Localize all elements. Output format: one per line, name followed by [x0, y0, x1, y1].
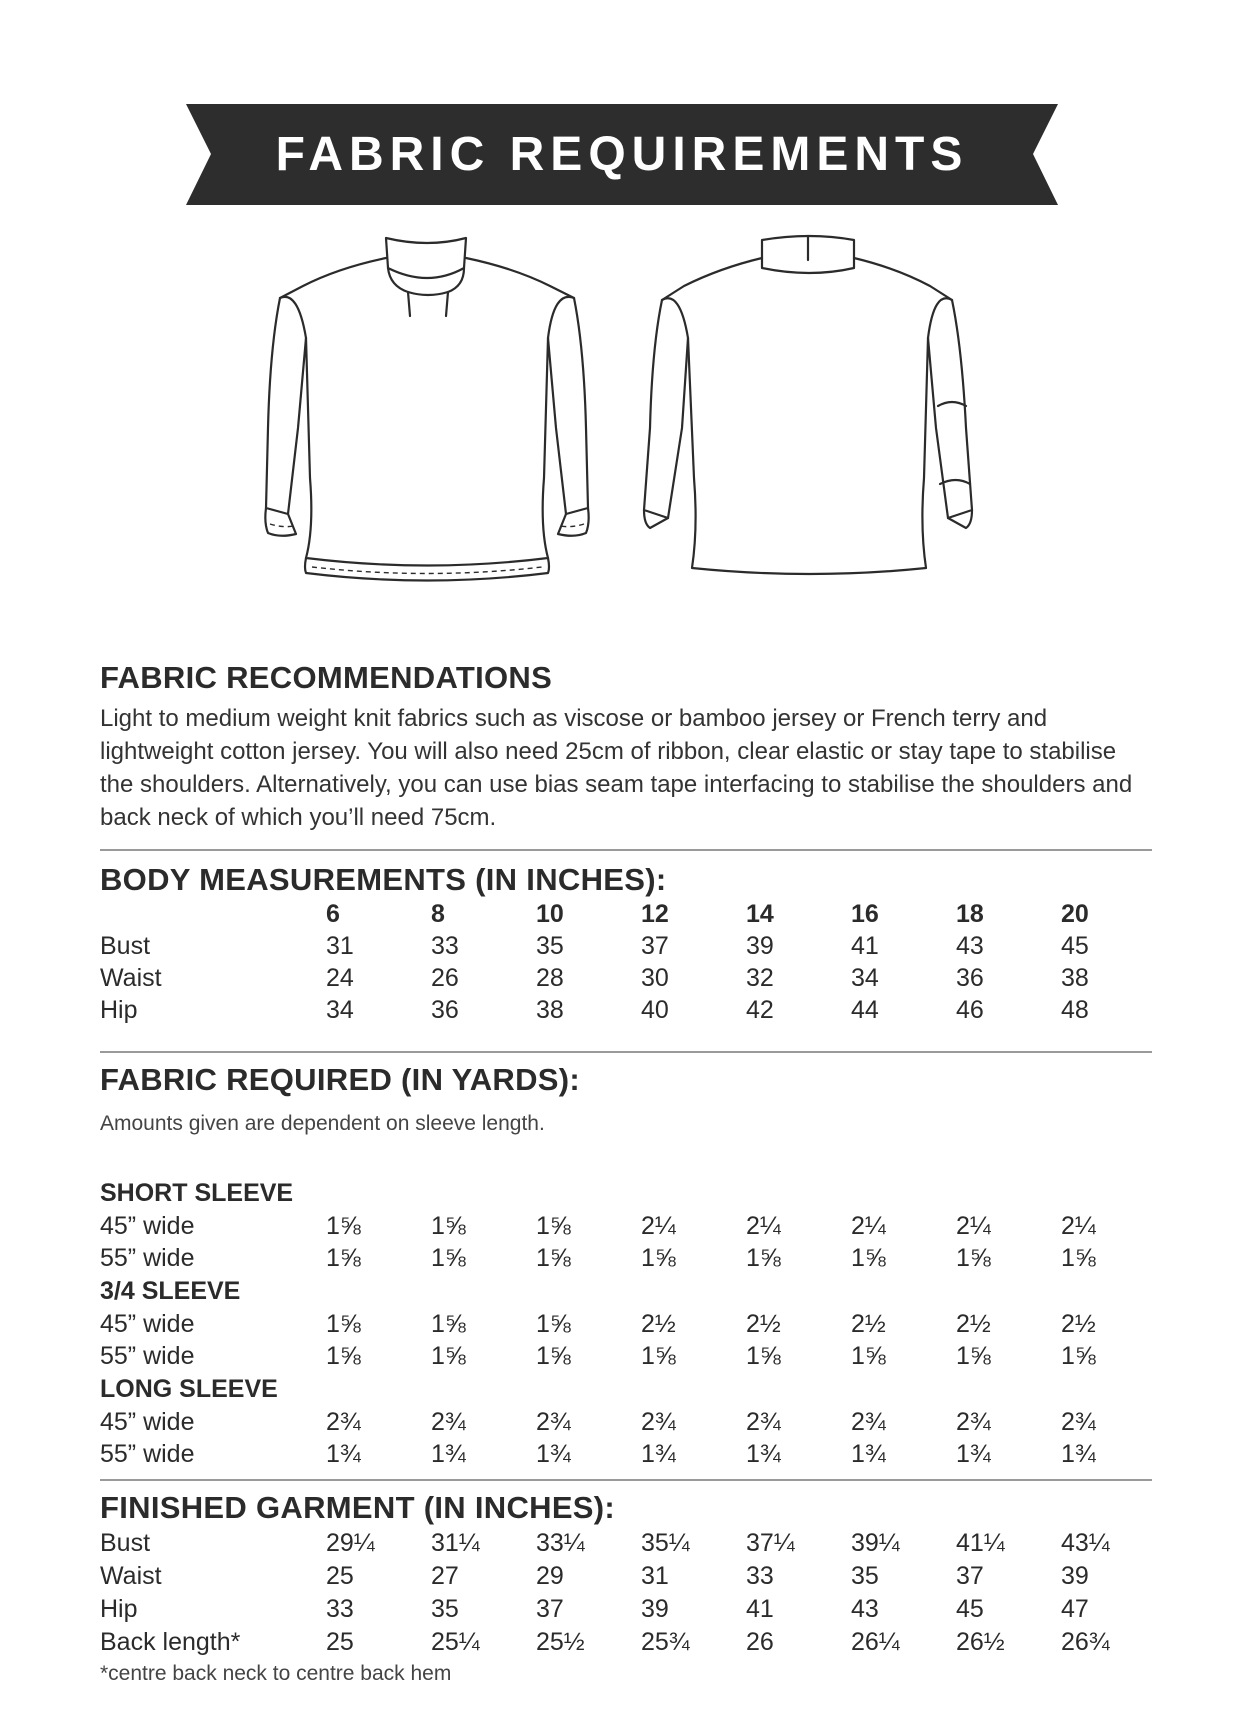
table-cell: 35¼ [641, 1529, 690, 1557]
table-cell: 29¼ [326, 1529, 375, 1557]
front-view-illustration [258, 228, 598, 608]
table-cell: 1⅝ [431, 1212, 466, 1240]
table-cell: 1⅝ [326, 1342, 361, 1370]
fabric-required-section [100, 1062, 1152, 1136]
table-cell: 26¾ [1061, 1628, 1110, 1656]
sleeve-group-label: SHORT SLEEVE [100, 1179, 294, 1207]
body-measurements-section [100, 862, 1152, 898]
table-cell: 29 [536, 1562, 564, 1590]
size-label: 18 [956, 900, 984, 928]
table-cell: 43 [851, 1595, 879, 1623]
table-cell: 26 [746, 1628, 774, 1656]
table-cell: 38 [536, 996, 564, 1024]
table-cell: 46 [956, 996, 984, 1024]
sleeve-group-label: LONG SLEEVE [100, 1375, 278, 1403]
table-cell: 42 [746, 996, 774, 1024]
table-cell: 2¾ [536, 1408, 571, 1436]
table-cell: 34 [851, 964, 879, 992]
table-cell: 1⅝ [431, 1244, 466, 1272]
table-cell: 37¼ [746, 1529, 795, 1557]
table-cell: 36 [956, 964, 984, 992]
fabric-required-heading: FABRIC REQUIRED (IN YARDS): [100, 1062, 581, 1097]
table-cell: 1⅝ [536, 1212, 571, 1240]
table-cell: 37 [536, 1595, 564, 1623]
table-cell: 1¾ [641, 1440, 676, 1468]
table-cell: 43¼ [1061, 1529, 1110, 1557]
table-cell: 1⅝ [326, 1212, 361, 1240]
fabric-required-note: Amounts given are dependent on sleeve length. [100, 1112, 545, 1135]
table-cell: 25 [326, 1562, 354, 1590]
table-row [100, 1529, 1152, 1561]
table-cell: 1¾ [956, 1440, 991, 1468]
table-cell: 2½ [956, 1310, 991, 1338]
table-cell: 1⅝ [851, 1342, 886, 1370]
row-label: Hip [100, 996, 138, 1024]
table-row [100, 1375, 1152, 1407]
fabric-recommendations-text: Light to medium weight knit fabrics such as viscose or bamboo jersey or French terry and lightweight cotton jersey. You will also need 25cm of ribbon, clear elastic or stay tape to stabilise the shoulders. Alternatively, you can use bias seam tape interfacing to stabilise the shoulders and back neck of which you’ll need 75cm. [100, 705, 1133, 831]
table-cell: 2¼ [641, 1212, 676, 1240]
title-banner [186, 104, 1058, 205]
table-cell: 39 [641, 1595, 669, 1623]
table-cell: 24 [326, 964, 354, 992]
row-label: Bust [100, 1529, 151, 1557]
table-cell: 2¼ [1061, 1212, 1096, 1240]
table-cell: 40 [641, 996, 669, 1024]
table-row [100, 1212, 1152, 1244]
table-cell: 39 [1061, 1562, 1089, 1590]
table-cell: 38 [1061, 964, 1089, 992]
table-row [100, 1408, 1152, 1440]
table-cell: 2½ [746, 1310, 781, 1338]
table-row [100, 1562, 1152, 1594]
table-cell: 1⅝ [536, 1342, 571, 1370]
table-cell: 41¼ [956, 1529, 1005, 1557]
table-cell: 1⅝ [956, 1244, 991, 1272]
table-cell: 1⅝ [326, 1310, 361, 1338]
table-cell: 2½ [1061, 1310, 1096, 1338]
sleeve-group-label: 3/4 SLEEVE [100, 1277, 241, 1305]
table-cell: 36 [431, 996, 459, 1024]
row-label: 55” wide [100, 1440, 195, 1468]
table-row [100, 1440, 1152, 1472]
size-label: 20 [1061, 900, 1089, 928]
size-label: 8 [431, 900, 445, 928]
table-cell: 2¾ [1061, 1408, 1096, 1436]
table-cell: 1¾ [326, 1440, 361, 1468]
table-cell: 1⅝ [851, 1244, 886, 1272]
table-cell: 33 [326, 1595, 354, 1623]
table-row [100, 1277, 1152, 1309]
table-cell: 26¼ [851, 1628, 900, 1656]
table-cell: 34 [326, 996, 354, 1024]
table-cell: 37 [956, 1562, 984, 1590]
table-row [100, 1342, 1152, 1374]
table-cell: 1¾ [431, 1440, 466, 1468]
row-label: 45” wide [100, 1212, 195, 1240]
table-cell: 1¾ [536, 1440, 571, 1468]
table-cell: 33¼ [536, 1529, 585, 1557]
table-cell: 35 [851, 1562, 879, 1590]
table-cell: 45 [1061, 932, 1089, 960]
table-cell: 37 [641, 932, 669, 960]
table-cell: 1⅝ [641, 1244, 676, 1272]
table-cell: 25¼ [431, 1628, 480, 1656]
table-cell: 26 [431, 964, 459, 992]
table-cell: 45 [956, 1595, 984, 1623]
table-cell: 31 [326, 932, 354, 960]
table-cell: 35 [536, 932, 564, 960]
page-title: FABRIC REQUIREMENTS [275, 128, 969, 181]
table-row [100, 1595, 1152, 1627]
size-label: 16 [851, 900, 879, 928]
table-cell: 48 [1061, 996, 1089, 1024]
table-cell: 1⅝ [431, 1342, 466, 1370]
table-cell: 41 [851, 932, 879, 960]
finished-garment-heading: FINISHED GARMENT (IN INCHES): [100, 1490, 616, 1525]
size-label: 10 [536, 900, 564, 928]
row-label: Waist [100, 964, 162, 992]
size-label: 12 [641, 900, 669, 928]
table-cell: 44 [851, 996, 879, 1024]
table-cell: 2¾ [746, 1408, 781, 1436]
table-cell: 2¼ [851, 1212, 886, 1240]
table-cell: 28 [536, 964, 564, 992]
fabric-recommendations-section [100, 660, 1152, 834]
row-label: Back length* [100, 1628, 241, 1656]
row-label: 45” wide [100, 1408, 195, 1436]
table-row [100, 1179, 1152, 1211]
table-cell: 25 [326, 1628, 354, 1656]
table-cell: 1¾ [1061, 1440, 1096, 1468]
table-cell: 1⅝ [431, 1310, 466, 1338]
table-row [100, 1244, 1152, 1276]
table-cell: 1⅝ [536, 1310, 571, 1338]
section-divider [100, 849, 1152, 851]
table-cell: 2¾ [851, 1408, 886, 1436]
fabric-recommendations-heading: FABRIC RECOMMENDATIONS [100, 660, 553, 695]
table-cell: 2¾ [956, 1408, 991, 1436]
table-cell: 27 [431, 1562, 459, 1590]
row-label: 45” wide [100, 1310, 195, 1338]
table-cell: 2½ [641, 1310, 676, 1338]
row-label: Waist [100, 1562, 162, 1590]
table-cell: 2¾ [326, 1408, 361, 1436]
table-cell: 31¼ [431, 1529, 480, 1557]
table-cell: 25½ [536, 1628, 585, 1656]
table-cell: 33 [431, 932, 459, 960]
table-cell: 39 [746, 932, 774, 960]
table-cell: 2¾ [431, 1408, 466, 1436]
table-cell: 33 [746, 1562, 774, 1590]
table-row [100, 932, 1152, 964]
table-cell: 1⅝ [536, 1244, 571, 1272]
table-row [100, 996, 1152, 1028]
table-cell: 30 [641, 964, 669, 992]
table-cell: 1¾ [851, 1440, 886, 1468]
table-row [100, 1310, 1152, 1342]
table-cell: 26½ [956, 1628, 1005, 1656]
table-cell: 32 [746, 964, 774, 992]
size-label: 14 [746, 900, 774, 928]
back-view-illustration [640, 228, 980, 608]
size-label: 6 [326, 900, 340, 928]
row-label: 55” wide [100, 1244, 195, 1272]
section-divider [100, 1051, 1152, 1053]
table-row [100, 1628, 1152, 1660]
table-cell: 1⅝ [956, 1342, 991, 1370]
table-cell: 2¼ [746, 1212, 781, 1240]
size-header-row [100, 900, 1152, 932]
table-cell: 43 [956, 932, 984, 960]
table-cell: 1⅝ [746, 1342, 781, 1370]
table-cell: 1⅝ [1061, 1244, 1096, 1272]
finished-garment-footnote: *centre back neck to centre back hem [100, 1662, 452, 1685]
table-cell: 31 [641, 1562, 669, 1590]
row-label: Bust [100, 932, 151, 960]
table-cell: 2¾ [641, 1408, 676, 1436]
table-cell: 1⅝ [1061, 1342, 1096, 1370]
section-divider [100, 1479, 1152, 1481]
table-cell: 1⅝ [641, 1342, 676, 1370]
table-cell: 2½ [851, 1310, 886, 1338]
table-cell: 35 [431, 1595, 459, 1623]
table-cell: 1⅝ [326, 1244, 361, 1272]
table-cell: 39¼ [851, 1529, 900, 1557]
row-label: Hip [100, 1595, 138, 1623]
row-label: 55” wide [100, 1342, 195, 1370]
table-cell: 1¾ [746, 1440, 781, 1468]
body-measurements-heading: BODY MEASUREMENTS (IN INCHES): [100, 862, 667, 897]
table-cell: 2¼ [956, 1212, 991, 1240]
table-cell: 47 [1061, 1595, 1089, 1623]
table-row [100, 964, 1152, 996]
table-cell: 25¾ [641, 1628, 690, 1656]
finished-garment-section [100, 1490, 1152, 1526]
table-cell: 41 [746, 1595, 774, 1623]
table-cell: 1⅝ [746, 1244, 781, 1272]
